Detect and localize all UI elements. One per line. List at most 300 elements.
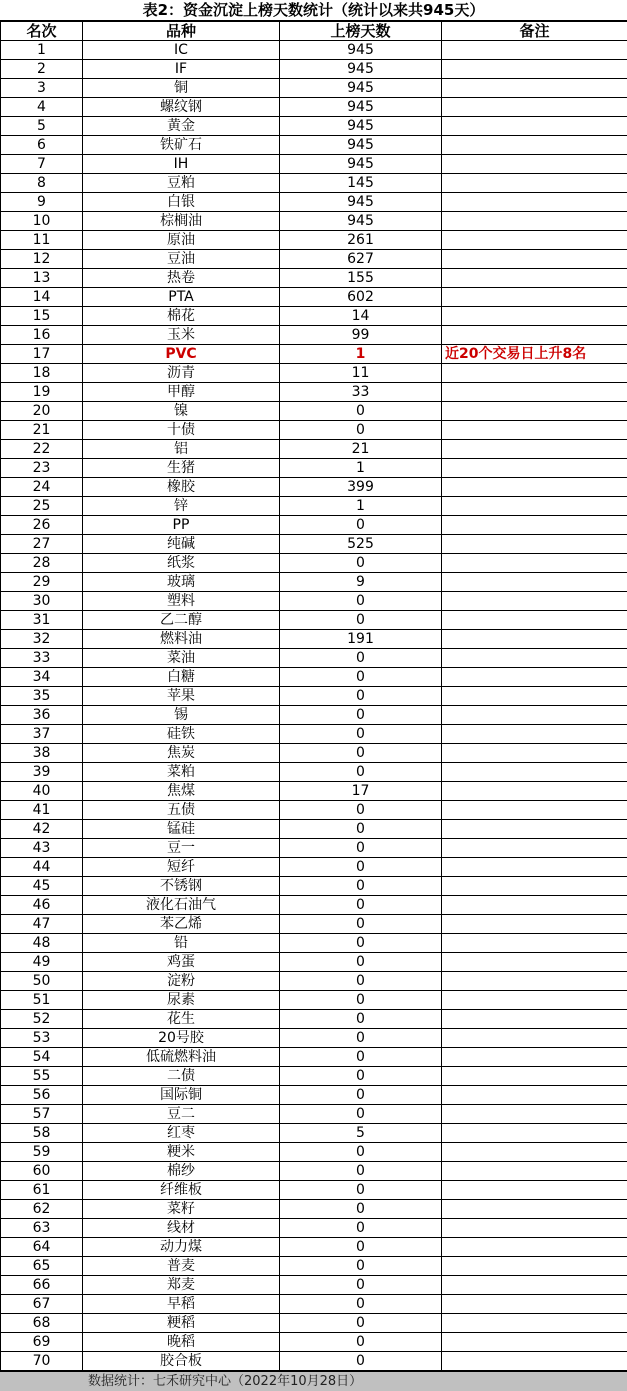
table-row — [1, 611, 627, 630]
note-cell — [442, 877, 627, 896]
table-row — [1, 763, 627, 782]
table-row — [1, 1067, 627, 1086]
rank-cell: 55 — [1, 1067, 83, 1086]
days-cell: 945 — [280, 155, 442, 174]
table-row — [1, 1124, 627, 1143]
note-cell — [442, 972, 627, 991]
name-cell: 红枣 — [83, 1124, 280, 1143]
days-cell: 0 — [280, 1067, 442, 1086]
rank-cell: 24 — [1, 478, 83, 497]
name-cell: 橡胶 — [83, 478, 280, 497]
note-cell — [442, 440, 627, 459]
rank-cell: 38 — [1, 744, 83, 763]
table-title: 表2：资金沉淀上榜天数统计（统计以来共945天） — [0, 0, 627, 21]
days-cell: 0 — [280, 1162, 442, 1181]
table-row — [1, 1314, 627, 1333]
rank-cell: 16 — [1, 326, 83, 345]
note-cell — [442, 953, 627, 972]
days-cell: 0 — [280, 1048, 442, 1067]
name-cell: 豆一 — [83, 839, 280, 858]
rank-cell: 43 — [1, 839, 83, 858]
days-cell: 5 — [280, 1124, 442, 1143]
days-cell: 1 — [280, 459, 442, 478]
name-cell: 二债 — [83, 1067, 280, 1086]
days-cell: 0 — [280, 592, 442, 611]
table-row — [1, 288, 627, 307]
note-cell: 近20个交易日上升8名 — [442, 345, 627, 364]
table-row — [1, 478, 627, 497]
days-cell: 945 — [280, 212, 442, 231]
name-cell: 纯碱 — [83, 535, 280, 554]
days-cell: 602 — [280, 288, 442, 307]
table-row — [1, 79, 627, 98]
name-cell: PVC — [83, 345, 280, 364]
table-row — [1, 687, 627, 706]
rank-cell: 19 — [1, 383, 83, 402]
rank-cell: 2 — [1, 60, 83, 79]
days-cell: 0 — [280, 934, 442, 953]
table-row — [1, 630, 627, 649]
note-cell — [442, 402, 627, 421]
rank-cell: 12 — [1, 250, 83, 269]
table-row — [1, 383, 627, 402]
note-cell — [442, 630, 627, 649]
table-row — [1, 421, 627, 440]
note-cell — [442, 839, 627, 858]
days-cell: 945 — [280, 193, 442, 212]
rank-cell: 6 — [1, 136, 83, 155]
rank-cell: 23 — [1, 459, 83, 478]
table-row — [1, 364, 627, 383]
table-row — [1, 1181, 627, 1200]
note-cell — [442, 820, 627, 839]
table-row — [1, 706, 627, 725]
days-cell: 0 — [280, 820, 442, 839]
days-cell: 0 — [280, 725, 442, 744]
rank-cell: 56 — [1, 1086, 83, 1105]
table-row — [1, 991, 627, 1010]
note-cell — [442, 41, 627, 60]
rank-cell: 51 — [1, 991, 83, 1010]
name-cell: 粳米 — [83, 1143, 280, 1162]
name-cell: 沥青 — [83, 364, 280, 383]
days-cell: 525 — [280, 535, 442, 554]
rank-cell: 28 — [1, 554, 83, 573]
name-cell: 棉花 — [83, 307, 280, 326]
days-cell: 0 — [280, 706, 442, 725]
days-cell: 945 — [280, 41, 442, 60]
note-cell — [442, 1086, 627, 1105]
days-cell: 0 — [280, 1276, 442, 1295]
note-cell — [442, 497, 627, 516]
note-cell — [442, 1181, 627, 1200]
table-row — [1, 915, 627, 934]
note-cell — [442, 934, 627, 953]
note-cell — [442, 174, 627, 193]
note-cell — [442, 554, 627, 573]
days-cell: 9 — [280, 573, 442, 592]
note-cell — [442, 98, 627, 117]
days-cell: 0 — [280, 763, 442, 782]
days-cell: 399 — [280, 478, 442, 497]
days-cell: 0 — [280, 858, 442, 877]
days-cell: 945 — [280, 60, 442, 79]
name-cell: 尿素 — [83, 991, 280, 1010]
table-row — [1, 136, 627, 155]
table-row — [1, 1352, 627, 1371]
name-cell: PP — [83, 516, 280, 535]
rank-cell: 3 — [1, 79, 83, 98]
note-cell — [442, 649, 627, 668]
rank-cell: 18 — [1, 364, 83, 383]
name-cell: 郑麦 — [83, 1276, 280, 1295]
note-cell — [442, 516, 627, 535]
name-cell: 鸡蛋 — [83, 953, 280, 972]
name-cell: 十债 — [83, 421, 280, 440]
name-cell: 苯乙烯 — [83, 915, 280, 934]
name-cell: 动力煤 — [83, 1238, 280, 1257]
note-cell — [442, 1200, 627, 1219]
table-row — [1, 896, 627, 915]
header-row — [1, 22, 627, 41]
note-cell — [442, 687, 627, 706]
days-cell: 0 — [280, 953, 442, 972]
name-cell: IC — [83, 41, 280, 60]
days-cell: 0 — [280, 991, 442, 1010]
note-cell — [442, 725, 627, 744]
rank-cell: 48 — [1, 934, 83, 953]
name-cell: 晚稻 — [83, 1333, 280, 1352]
table-row — [1, 155, 627, 174]
table-row — [1, 1257, 627, 1276]
note-cell — [442, 250, 627, 269]
table-row — [1, 535, 627, 554]
note-cell — [442, 1067, 627, 1086]
rank-cell: 8 — [1, 174, 83, 193]
rank-cell: 7 — [1, 155, 83, 174]
days-cell: 0 — [280, 1105, 442, 1124]
note-cell — [442, 1124, 627, 1143]
rank-cell: 36 — [1, 706, 83, 725]
days-cell: 0 — [280, 1219, 442, 1238]
table-row — [1, 953, 627, 972]
table-row — [1, 839, 627, 858]
note-cell — [442, 288, 627, 307]
name-cell: 玉米 — [83, 326, 280, 345]
name-cell: 菜籽 — [83, 1200, 280, 1219]
table-row — [1, 1143, 627, 1162]
note-cell — [442, 364, 627, 383]
rank-cell: 57 — [1, 1105, 83, 1124]
name-cell: 原油 — [83, 231, 280, 250]
note-cell — [442, 383, 627, 402]
rank-cell: 69 — [1, 1333, 83, 1352]
note-cell — [442, 136, 627, 155]
table-row — [1, 250, 627, 269]
name-cell: 早稻 — [83, 1295, 280, 1314]
note-cell — [442, 421, 627, 440]
note-cell — [442, 478, 627, 497]
days-cell: 0 — [280, 1086, 442, 1105]
note-cell — [442, 1219, 627, 1238]
rank-cell: 39 — [1, 763, 83, 782]
days-cell: 11 — [280, 364, 442, 383]
days-cell: 945 — [280, 79, 442, 98]
table-row — [1, 60, 627, 79]
name-cell: 20号胶 — [83, 1029, 280, 1048]
rank-cell: 60 — [1, 1162, 83, 1181]
name-cell: 花生 — [83, 1010, 280, 1029]
table-row — [1, 440, 627, 459]
rank-cell: 17 — [1, 345, 83, 364]
note-cell — [442, 1048, 627, 1067]
name-cell: 粳稻 — [83, 1314, 280, 1333]
rank-cell: 58 — [1, 1124, 83, 1143]
name-cell: 低硫燃料油 — [83, 1048, 280, 1067]
rank-cell: 50 — [1, 972, 83, 991]
name-cell: 铅 — [83, 934, 280, 953]
rank-cell: 26 — [1, 516, 83, 535]
rank-cell: 62 — [1, 1200, 83, 1219]
rank-cell: 63 — [1, 1219, 83, 1238]
table-row — [1, 231, 627, 250]
table-row — [1, 1010, 627, 1029]
name-cell: 液化石油气 — [83, 896, 280, 915]
name-cell: 铁矿石 — [83, 136, 280, 155]
rank-cell: 13 — [1, 269, 83, 288]
note-cell — [442, 1010, 627, 1029]
name-cell: 五债 — [83, 801, 280, 820]
note-cell — [442, 60, 627, 79]
rank-cell: 4 — [1, 98, 83, 117]
table-row — [1, 174, 627, 193]
name-cell: 铝 — [83, 440, 280, 459]
name-cell: 热卷 — [83, 269, 280, 288]
table-row — [1, 269, 627, 288]
name-cell: IH — [83, 155, 280, 174]
table-row — [1, 668, 627, 687]
note-cell — [442, 611, 627, 630]
name-cell: 菜粕 — [83, 763, 280, 782]
table-row — [1, 497, 627, 516]
rank-cell: 66 — [1, 1276, 83, 1295]
rank-cell: 52 — [1, 1010, 83, 1029]
rank-cell: 30 — [1, 592, 83, 611]
note-cell — [442, 991, 627, 1010]
rank-cell: 64 — [1, 1238, 83, 1257]
note-cell — [442, 1238, 627, 1257]
rank-cell: 32 — [1, 630, 83, 649]
table-row — [1, 1086, 627, 1105]
days-cell: 0 — [280, 611, 442, 630]
note-cell — [442, 269, 627, 288]
rank-cell: 11 — [1, 231, 83, 250]
name-cell: 普麦 — [83, 1257, 280, 1276]
footer-source: 数据统计：七禾研究中心（2022年10月28日） — [0, 1371, 627, 1391]
days-cell: 0 — [280, 801, 442, 820]
days-cell: 945 — [280, 117, 442, 136]
table-row — [1, 1029, 627, 1048]
table-row — [1, 345, 627, 364]
note-cell — [442, 1276, 627, 1295]
rank-cell: 29 — [1, 573, 83, 592]
table-row — [1, 782, 627, 801]
table-row — [1, 1200, 627, 1219]
rank-cell: 14 — [1, 288, 83, 307]
table-row — [1, 117, 627, 136]
days-cell: 0 — [280, 1181, 442, 1200]
rank-cell: 44 — [1, 858, 83, 877]
days-cell: 0 — [280, 687, 442, 706]
note-cell — [442, 668, 627, 687]
table-row — [1, 858, 627, 877]
table-row — [1, 1048, 627, 1067]
table-row — [1, 326, 627, 345]
rank-cell: 25 — [1, 497, 83, 516]
name-cell: 短纤 — [83, 858, 280, 877]
name-cell: 黄金 — [83, 117, 280, 136]
rank-cell: 41 — [1, 801, 83, 820]
days-cell: 145 — [280, 174, 442, 193]
note-cell — [442, 1105, 627, 1124]
rank-cell: 21 — [1, 421, 83, 440]
table-row — [1, 801, 627, 820]
rank-cell: 42 — [1, 820, 83, 839]
note-cell — [442, 858, 627, 877]
rank-cell: 35 — [1, 687, 83, 706]
note-cell — [442, 744, 627, 763]
note-cell — [442, 1162, 627, 1181]
name-cell: 白糖 — [83, 668, 280, 687]
name-cell: 豆粕 — [83, 174, 280, 193]
days-cell: 0 — [280, 516, 442, 535]
note-cell — [442, 1314, 627, 1333]
table-row — [1, 516, 627, 535]
days-cell: 0 — [280, 1333, 442, 1352]
days-cell: 0 — [280, 896, 442, 915]
header-rank: 名次 — [1, 22, 83, 41]
rank-cell: 61 — [1, 1181, 83, 1200]
name-cell: 甲醇 — [83, 383, 280, 402]
rank-cell: 59 — [1, 1143, 83, 1162]
days-cell: 0 — [280, 972, 442, 991]
days-cell: 261 — [280, 231, 442, 250]
days-cell: 0 — [280, 402, 442, 421]
days-cell: 0 — [280, 649, 442, 668]
days-cell: 0 — [280, 839, 442, 858]
name-cell: 苹果 — [83, 687, 280, 706]
name-cell: 锰硅 — [83, 820, 280, 839]
note-cell — [442, 706, 627, 725]
table-row — [1, 98, 627, 117]
rank-cell: 45 — [1, 877, 83, 896]
name-cell: 锡 — [83, 706, 280, 725]
name-cell: 燃料油 — [83, 630, 280, 649]
note-cell — [442, 896, 627, 915]
name-cell: 国际铜 — [83, 1086, 280, 1105]
name-cell: 乙二醇 — [83, 611, 280, 630]
days-cell: 0 — [280, 1295, 442, 1314]
rank-cell: 9 — [1, 193, 83, 212]
name-cell: 白银 — [83, 193, 280, 212]
table-row — [1, 554, 627, 573]
days-cell: 0 — [280, 1238, 442, 1257]
table-row — [1, 1219, 627, 1238]
table-row — [1, 459, 627, 478]
name-cell: PTA — [83, 288, 280, 307]
days-cell: 945 — [280, 98, 442, 117]
days-cell: 99 — [280, 326, 442, 345]
header-name: 品种 — [83, 22, 280, 41]
days-cell: 1 — [280, 345, 442, 364]
rank-cell: 67 — [1, 1295, 83, 1314]
table-row — [1, 592, 627, 611]
name-cell: 焦煤 — [83, 782, 280, 801]
rank-cell: 68 — [1, 1314, 83, 1333]
table-row — [1, 972, 627, 991]
name-cell: 纤维板 — [83, 1181, 280, 1200]
table-row — [1, 1333, 627, 1352]
note-cell — [442, 1143, 627, 1162]
name-cell: 棕榈油 — [83, 212, 280, 231]
name-cell: 不锈钢 — [83, 877, 280, 896]
days-cell: 0 — [280, 1029, 442, 1048]
table-row — [1, 649, 627, 668]
table-row — [1, 41, 627, 60]
name-cell: 线材 — [83, 1219, 280, 1238]
name-cell: 焦炭 — [83, 744, 280, 763]
rank-cell: 1 — [1, 41, 83, 60]
rank-cell: 65 — [1, 1257, 83, 1276]
header-days: 上榜天数 — [280, 22, 442, 41]
rank-cell: 40 — [1, 782, 83, 801]
days-cell: 0 — [280, 744, 442, 763]
days-cell: 21 — [280, 440, 442, 459]
note-cell — [442, 212, 627, 231]
rank-cell: 10 — [1, 212, 83, 231]
name-cell: 豆油 — [83, 250, 280, 269]
note-cell — [442, 459, 627, 478]
days-cell: 191 — [280, 630, 442, 649]
note-cell — [442, 117, 627, 136]
rank-cell: 70 — [1, 1352, 83, 1371]
note-cell — [442, 801, 627, 820]
days-cell: 0 — [280, 668, 442, 687]
table-row — [1, 402, 627, 421]
days-cell: 0 — [280, 1200, 442, 1219]
note-cell — [442, 193, 627, 212]
rank-cell: 31 — [1, 611, 83, 630]
name-cell: 纸浆 — [83, 554, 280, 573]
note-cell — [442, 1295, 627, 1314]
days-cell: 0 — [280, 1314, 442, 1333]
note-cell — [442, 231, 627, 250]
days-cell: 33 — [280, 383, 442, 402]
table-row — [1, 744, 627, 763]
rank-cell: 22 — [1, 440, 83, 459]
note-cell — [442, 592, 627, 611]
name-cell: 豆二 — [83, 1105, 280, 1124]
name-cell: 镍 — [83, 402, 280, 421]
days-cell: 0 — [280, 554, 442, 573]
days-cell: 0 — [280, 421, 442, 440]
table-row — [1, 1162, 627, 1181]
note-cell — [442, 573, 627, 592]
table-row — [1, 725, 627, 744]
note-cell — [442, 1352, 627, 1371]
rank-cell: 46 — [1, 896, 83, 915]
header-note: 备注 — [442, 22, 627, 41]
